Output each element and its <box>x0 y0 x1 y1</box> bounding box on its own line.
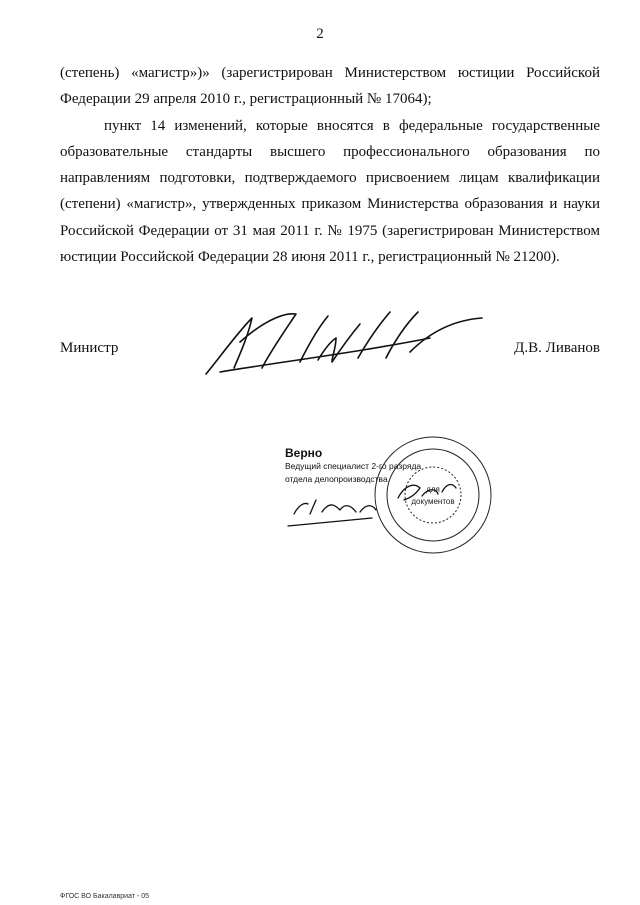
svg-text:документов: документов <box>411 497 455 506</box>
document-body <box>60 60 600 270</box>
signatory-role: Министр <box>60 340 119 356</box>
svg-text:для: для <box>426 485 440 494</box>
certified-label: Верно <box>285 446 323 460</box>
page-number: 2 <box>316 26 324 42</box>
signatory-name: Д.В. Ливанов <box>514 340 600 356</box>
certifier-department: отдела делопроизводства <box>285 474 388 484</box>
paragraph-1: (степень) «магистр»)» (зарегистрирован Министерством юстиции Российской Федерации 29 апреля 2010 г., регистрационный № 17064); <box>60 65 600 108</box>
certifier-position: Ведущий специалист 2-го разряда <box>285 461 422 471</box>
handwritten-signature <box>200 302 490 382</box>
document-footer: ФГОС ВО Бакалавриат - 05 <box>60 893 150 900</box>
paragraph-2: пункт 14 изменений, которые вносятся в федеральные государственные образовательные стандарты высшего профессионального образования по направлениям подготовки, подтверждаемого присвоением лицам квалификации (степени) «магистр», утвержденных приказом Министерства образования и науки Российской Федерации от 31 мая 2011 г. № 1975 (зарегистрирован Министерством юстиции Российской Федерации 28 июня 2011 г., регистрационный № 21200). <box>60 117 600 266</box>
official-stamp <box>372 434 494 556</box>
